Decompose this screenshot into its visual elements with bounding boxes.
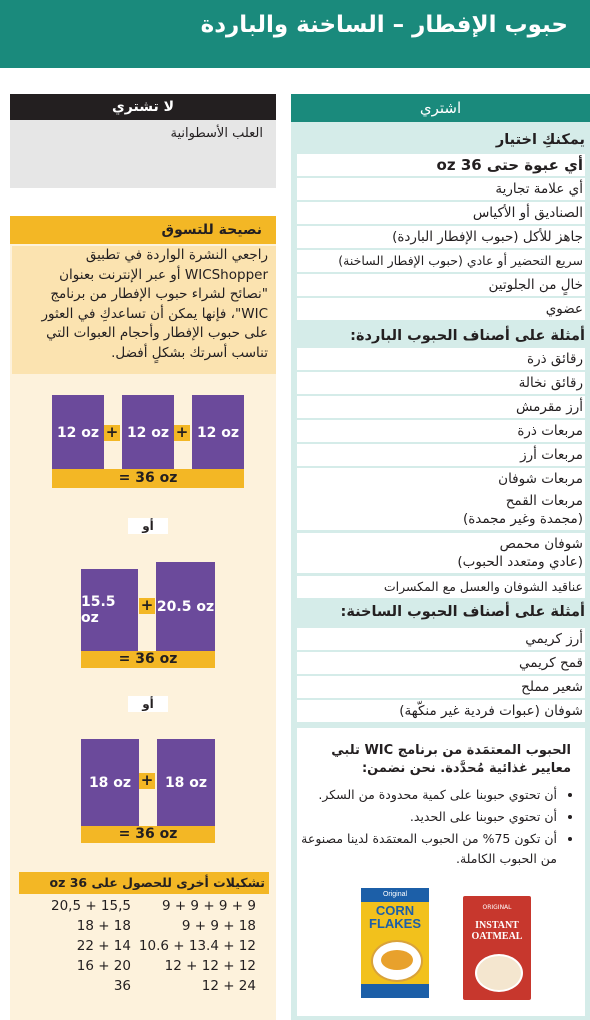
dont-buy-panel [10, 120, 276, 188]
corn-flakes-label: CORN FLAKES [369, 903, 421, 931]
combo-value: 9 + 9 + 18 [181, 918, 256, 934]
buy-item: الصناديق أو الأكياس [297, 202, 585, 224]
combo-value: 20,5 + 15,5 [50, 898, 131, 914]
buy-item: عضوي [297, 298, 585, 320]
nutrition-bullet: • أن تحتوي حبوبنا على كمية محدودة من السكر. [287, 785, 557, 805]
package-size-box: 18 oz [81, 739, 139, 826]
hot-item: قمح كريمي [297, 652, 585, 674]
package-size-box: 20.5 oz [156, 562, 215, 651]
cold-item: مربعات شوفان [297, 468, 585, 490]
plus-sign: + [175, 423, 189, 441]
buy-item: أي علامة تجارية [297, 178, 585, 200]
plus-sign: + [140, 596, 154, 614]
combo-value: 10.6 + 13.4 + 12 [138, 938, 256, 954]
total-36oz: = 36 oz [81, 651, 215, 668]
package-size-box: 12 oz [122, 395, 174, 471]
shopping-tip-text: راجعي النشرة الواردة في تطبيق WICShopper أو عبر الإنترنت بعنوان "نصائح لشراء حبوب الإفطار من برنامج WIC"، فإنها يمكن أن تساعدكِ في العثور على حبوب الإفطار وأحجام العبوات التي تناسب أسرتك بشكلٍ أفضل. [12, 246, 276, 374]
plus-sign: + [105, 423, 119, 441]
nutrition-list [287, 785, 575, 871]
plus-sign: + [140, 771, 154, 789]
can-choose-heading: يمكنكِ اختيار [495, 132, 585, 148]
nutrition-bullet: • أن تحتوي حبوبنا على الحديد. [287, 807, 557, 827]
hot-item: شوفان (عبوات فردية غير منكّهة) [297, 700, 585, 722]
combo-value: 12 + 24 [201, 978, 256, 994]
combo-value: 16 + 20 [76, 958, 131, 974]
cold-item: مربعات القمح (مجمدة وغير مجمدة) [297, 490, 585, 530]
oatmeal-label: INSTANT OATMEAL [471, 920, 523, 942]
package-size-box: 18 oz [157, 739, 215, 826]
oatmeal-bowl-icon [475, 954, 523, 992]
or-label: أو [128, 518, 168, 534]
nutrition-bullet: • أن تكون 75% من الحبوب المعتمَدة لدينا مصنوعة من الحبوب الكاملة. [287, 829, 557, 869]
package-size-box: 15.5 oz [81, 569, 138, 651]
cold-examples-heading: أمثلة على أصناف الحبوب الباردة: [350, 328, 585, 344]
cold-item: مربعات ذرة [297, 420, 585, 442]
shopping-tip-heading-text: نصيحة للتسوق [161, 222, 262, 238]
or-label: أو [128, 696, 168, 712]
buy-item: أي عبوة حتى 36 oz [297, 154, 585, 176]
oatmeal-box-image [463, 896, 531, 1000]
corn-flakes-box-image [361, 888, 429, 998]
buy-item: خالٍ من الجلوتين [297, 274, 585, 296]
total-36oz: = 36 oz [81, 826, 215, 843]
hot-item: شعير مملح [297, 676, 585, 698]
cold-item: شوفان محمص (عادي ومتعدد الحبوب) [297, 533, 585, 573]
cold-item: رقائق نخالة [297, 372, 585, 394]
combo-value: 12 + 12 + 12 [164, 958, 256, 974]
combos-heading: تشكيلات أخرى للحصول على 36 oz [19, 872, 269, 894]
page-title: حبوب الإفطار – الساخنة والباردة [200, 12, 568, 38]
hot-item: أرز كريمي [297, 628, 585, 650]
hot-examples-heading: أمثلة على أصناف الحبوب الساخنة: [340, 604, 585, 620]
combo-value: 9 + 9 + 9 + 9 [161, 898, 256, 914]
nutrition-intro: الحبوب المعتمَدة من برنامج WIC تلبي معايير غذائية مُحدَّدة. نحن نضمن: [331, 743, 571, 776]
cold-item: عناقيد الشوفان والعسل مع المكسرات [297, 576, 585, 598]
cereal-bowl-icon [371, 940, 423, 982]
dont-buy-heading: لا تشتري [10, 94, 276, 120]
oatmeal-tag: ORIGINAL [482, 904, 512, 911]
buy-item: سريع التحضير أو عادي (حبوب الإفطار الساخنة) [297, 250, 585, 272]
corn-flakes-tag: Original [361, 888, 429, 902]
buy-item: جاهز للأكل (حبوب الإفطار الباردة) [297, 226, 585, 248]
buy-heading: اشتري [291, 94, 590, 122]
package-size-box: 12 oz [52, 395, 104, 471]
combo-value: 36 [113, 978, 131, 994]
package-size-box: 12 oz [192, 395, 244, 471]
total-36oz: = 36 oz [52, 469, 244, 488]
cold-item: أرز مقرمش [297, 396, 585, 418]
nutrition-info-box [297, 728, 585, 1016]
cold-item: رقائق ذرة [297, 348, 585, 370]
combo-value: 18 + 18 [76, 918, 131, 934]
shopping-tip-heading [10, 216, 276, 244]
combo-value: 22 + 14 [76, 938, 131, 954]
cold-item: مربعات أرز [297, 444, 585, 466]
dont-buy-item: العلب الأسطوانية [170, 126, 263, 141]
